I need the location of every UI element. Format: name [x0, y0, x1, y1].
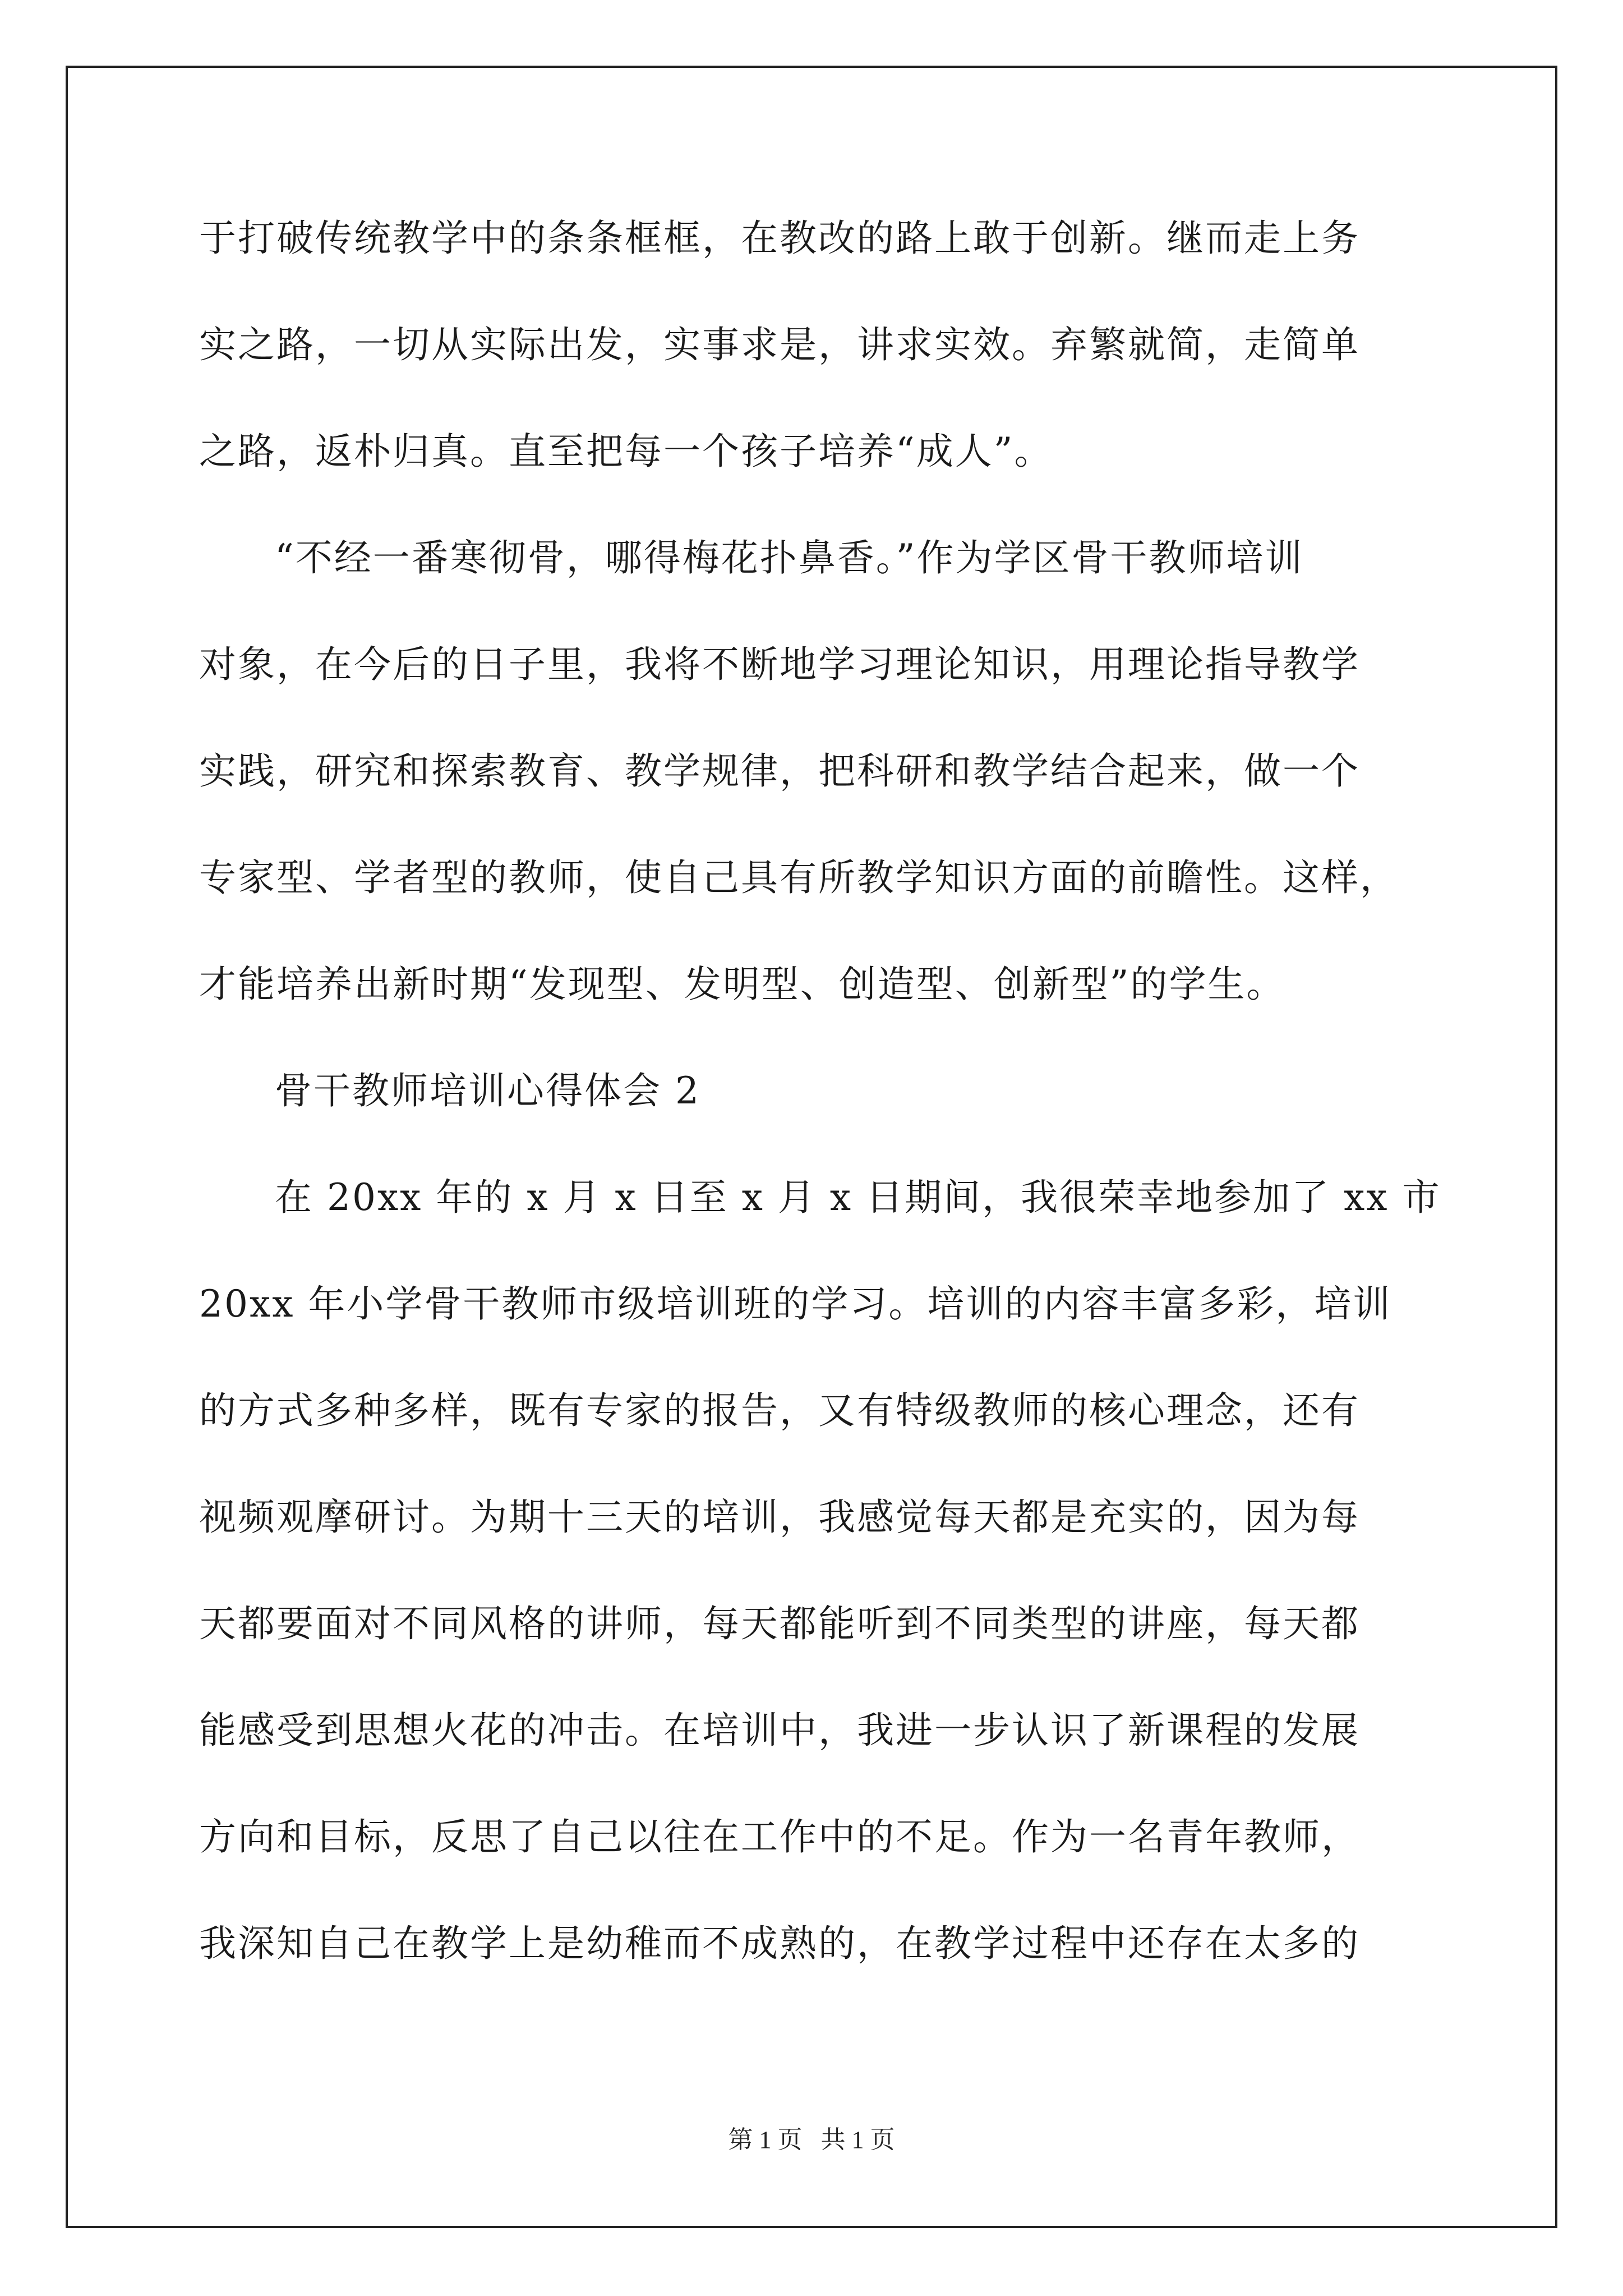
text-line: 视频观摩研讨。为期十三天的培训，我感觉每天都是充实的，因为每	[199, 1496, 1360, 1539]
text-line: 于打破传统教学中的条条框框，在教改的路上敢于创新。继而走上务	[199, 217, 1360, 260]
text-line: 才能培养出新时期“发现型、发明型、创造型、创新型”的学生。	[199, 963, 1285, 1006]
section-heading: 骨干教师培训心得体会 2	[275, 1069, 700, 1112]
text-line: 20xx 年小学骨干教师市级培训班的学习。培训的内容丰富多彩，培训	[199, 1282, 1392, 1326]
text-line: 实践，研究和探索教育、教学规律，把科研和教学结合起来，做一个	[199, 749, 1360, 793]
page-number-footer: 第 1 页 共 1 页	[728, 2126, 895, 2154]
text-line: 方向和目标，反思了自己以往在工作中的不足。作为一名青年教师，	[199, 1815, 1360, 1858]
text-line: “不经一番寒彻骨，哪得梅花扑鼻香。”作为学区骨干教师培训	[275, 536, 1304, 579]
text-line: 我深知自己在教学上是幼稚而不成熟的，在教学过程中还存在太多的	[199, 1922, 1360, 1965]
text-line: 专家型、学者型的教师，使自己具有所教学知识方面的前瞻性。这样，	[199, 856, 1399, 899]
page-border	[66, 66, 1557, 2228]
text-line: 能感受到思想火花的冲击。在培训中，我进一步认识了新课程的发展	[199, 1709, 1360, 1752]
text-line: 天都要面对不同风格的讲师，每天都能听到不同类型的讲座，每天都	[199, 1602, 1360, 1645]
text-line: 在 20xx 年的 x 月 x 日至 x 月 x 日期间，我很荣幸地参加了 xx 市	[275, 1176, 1441, 1219]
text-line: 实之路，一切从实际出发，实事求是，讲求实效。弃繁就简，走简单	[199, 323, 1360, 366]
text-line: 之路，返朴归真。直至把每一个孩子培养“成人”。	[199, 430, 1053, 473]
text-line: 对象，在今后的日子里，我将不断地学习理论知识，用理论指导教学	[199, 643, 1360, 686]
text-line: 的方式多种多样，既有专家的报告，又有特级教师的核心理念，还有	[199, 1389, 1360, 1432]
